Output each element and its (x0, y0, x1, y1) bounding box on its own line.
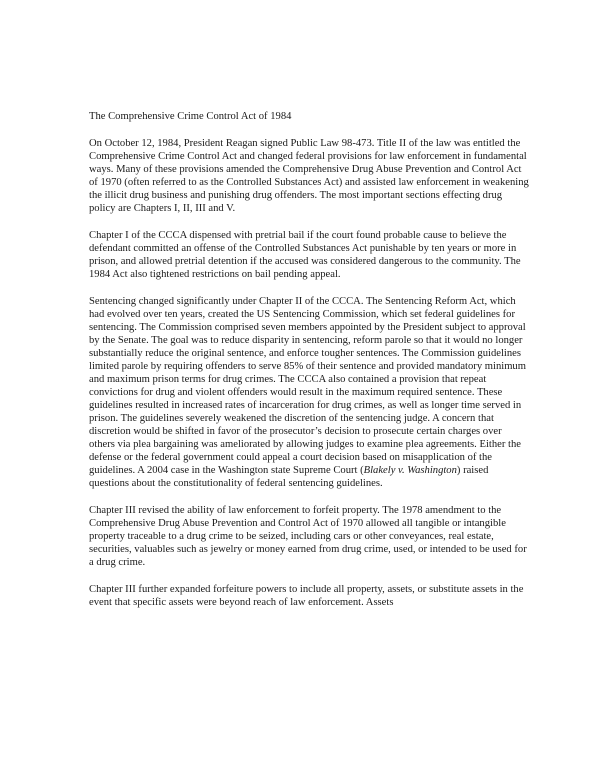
paragraph-chapter-1: Chapter I of the CCCA dispensed with pretrial bail if the court found probable cause to believe the defendant committed an offense of the Controlled Substances Act punishable by ten years or more in prison, and allowed pretrial detention if the accused was considered dangerous to the community. The 1984 Act also tightened restrictions on bail pending appeal. (89, 230, 521, 280)
paragraph-sentencing (89, 295, 529, 490)
sentencing-text-end: ) raised questions about the constitutionality of federal sentencing guidelines. (89, 465, 489, 489)
case-citation: Blakely v. Washington (363, 465, 457, 476)
paragraph-chapter-3-forfeiture: Chapter III revised the ability of law enforcement to forfeit property. The 1978 amendment to the Comprehensive Drug Abuse Prevention and Control Act of 1970 allowed all tangible or intangible property traceable to a drug crime to be seized, including cars or other conveyances, real estate, securities, valuables such as jewelry or money earned from drug crime, used, or intended to be used for a drug crime. (89, 505, 527, 568)
paragraph-intro: On October 12, 1984, President Reagan signed Public Law 98-473. Title II of the law was entitled the Comprehensive Crime Control Act and changed federal provisions for law enforcement in fundamental ways. Many of these provisions amended the Comprehensive Drug Abuse Prevention and Control Act of 1970 (often referred to as the Controlled Substances Act) and assisted law enforcement in weakening the illicit drug business and punishing drug offenders. The most important sections effecting drug policy are Chapters I, II, III and V. (89, 138, 529, 214)
sentencing-text: Sentencing changed significantly under Chapter II of the CCCA. The Sentencing Reform Act, which had evolved over ten years, created the US Sentencing Commission, which set federal guidelines for sentencing. The Commission comprised seven members appointed by the President subject to approval by the Senate. The goal was to reduce disparity in sentencing, reform parole so that it would no longer substantially reduce the original sentence, and enforce tougher sentences. The Commission guidelines limited parole by requiring offenders to serve 85% of their sentence and provided mandatory minimum and maximum prison terms for drug crimes. The CCCA also contained a provision that repeat convictions for drug and violent offenders would result in the maximum required sentence. These guidelines resulted in increased rates of incarceration for drug crimes, as well as longer time served in prison. The guidelines severely weakened the discretion of the sentencing judge. A concern that discretion would be shifted in favor of the prosecutor’s decision to prosecute certain charges over others via plea bargaining was ameliorated by allowing judges to examine plea agreements. Either the defense or the federal government could appeal a court decision based on misapplication of the guidelines. A 2004 case in the Washington state Supreme Court ( (89, 296, 526, 476)
document-title: The Comprehensive Crime Control Act of 1984 (89, 111, 292, 122)
paragraph-chapter-3-expansion: Chapter III further expanded forfeiture powers to include all property, assets, or substitute assets in the event that specific assets were beyond reach of law enforcement. Assets (89, 584, 524, 608)
document-body (89, 110, 529, 623)
